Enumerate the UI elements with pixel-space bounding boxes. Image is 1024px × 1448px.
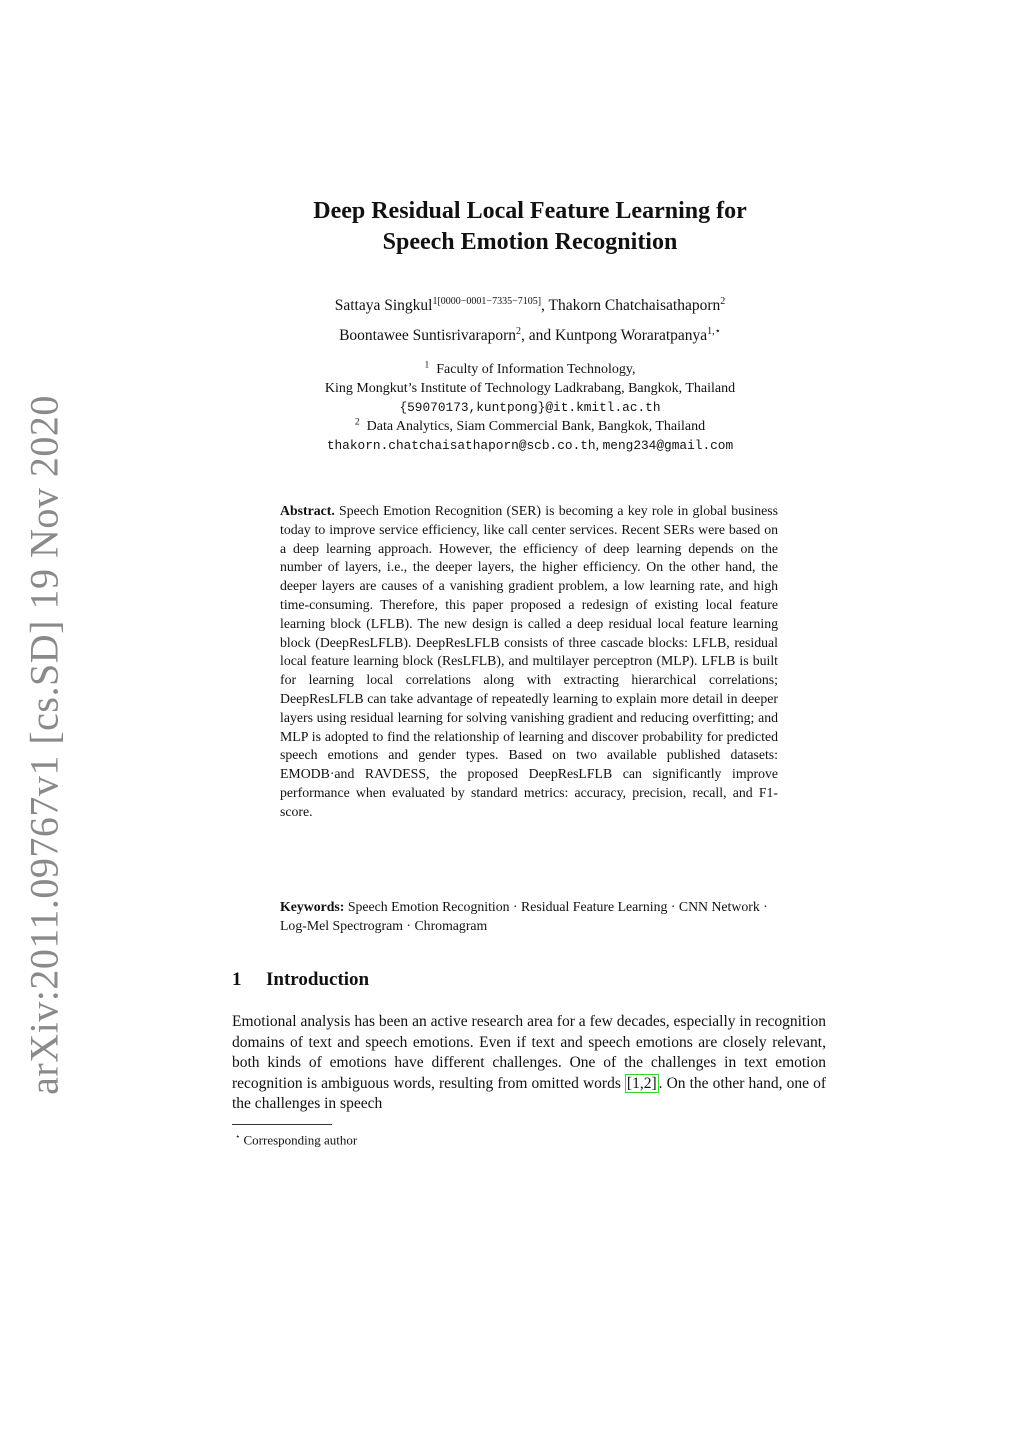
- email-link[interactable]: thakorn.chatchaisathaporn@scb.co.th: [326, 438, 596, 453]
- affiliation-1-line-1: $^1$ Faculty of Information Technology,: [424, 360, 636, 377]
- paper-title: [230, 196, 830, 258]
- abstract-text: Speech Emotion Recognition (SER) is becoming a key role in global business today to improve service efficiency, like call center services. Recent SERs were based on a deep learning approach. However, the efficiency of deep learning depends on the number of layers, i.e., the deeper layers, the higher efficiency. On the other hand, the deeper layers are causes of a vanishing gradient problem, a low learning rate, and high time-consuming. Therefore, this paper proposed a redesign of existing local feature learning block (LFLB). The new design is called a deep residual local feature learning block (DeepResLFLB). DeepResLFLB consists of three cascade blocks: LFLB, residual local feature learning block (ResLFLB), and multilayer perceptron (MLP). LFLB is built for learning local correlations along with extracting hierarchical correlations; DeepResLFLB can take advantage of repeatedly learning to explain more detail in deeper layers using residual learning for solving vanishing gradient and reducing overfitting; and MLP is adopted to find the relationship of learning and discover probability for predicted speech emotions and gender types. Based on two available published datasets: EMODB·and RAVDESS, the proposed DeepResLFLB can significantly improve performance when evaluated by standard metrics: accuracy, precision, recall, and F1-score.: [280, 503, 778, 819]
- footnote-mark: ⋆: [235, 1132, 241, 1141]
- affiliation-mark: 2: [354, 417, 360, 428]
- arxiv-stamp: arXiv:2011.09767v1 [cs.SD] 19 Nov 2020: [21, 395, 67, 1095]
- affiliation-1-email[interactable]: {59070173,kuntpong}@it.kmitl.ac.th: [399, 400, 661, 415]
- title-line-2: Speech Emotion Recognition: [382, 229, 678, 255]
- footnote-rule: [232, 1124, 332, 1125]
- citation-link[interactable]: [1,2]: [626, 1074, 657, 1092]
- affiliation-2-emails: thakorn.chatchaisathaporn@scb.co.th, meng234@gmail.com: [326, 438, 734, 453]
- abstract-label: Abstract.: [280, 503, 335, 518]
- intro-paragraph: Emotional analysis has been an active research area for a few decades, especially in recognition domains of text and speech emotions. Even if text and speech emotions are closely relevant, both kinds of emotions have different challenges. One of the challenges in text emotion recognition is ambiguous words, resulting from omitted words [1,2] . On the other hand, one of the challenges in speech: [232, 1013, 826, 1113]
- author-affil-mark: 1,⋆: [707, 325, 721, 337]
- footnote-text: Corresponding author: [243, 1132, 358, 1148]
- affiliations: [230, 360, 830, 455]
- title-line-1: Deep Residual Local Feature Learning for: [313, 198, 747, 224]
- abstract: [280, 502, 778, 822]
- author-name: , Thakorn Chatchaisathaporn: [541, 297, 721, 314]
- section-title: Introduction: [266, 969, 370, 990]
- author-name: , and Kuntpong Woraratpanya: [521, 327, 708, 344]
- affiliation-2-line-1: $^2$ Data Analytics, Siam Commercial Bank, Bangkok, Thailand: [354, 417, 706, 434]
- author-name: Boontawee Suntisrivaraporn: [339, 327, 516, 344]
- affiliation-1-line-2: King Mongkut’s Institute of Technology Ladkrabang, Bangkok, Thailand: [324, 381, 736, 396]
- author-line-2: [230, 321, 830, 351]
- author-name: Sattaya Singkul: [334, 297, 433, 314]
- keywords-text: Speech Emotion Recognition · Residual Feature Learning · CNN Network · Log-Mel Spectrogram · Chromagram: [280, 899, 768, 933]
- author-affil-mark: 1[0000−0001−7335−7105]: [432, 295, 542, 307]
- keywords-label: Keywords:: [280, 899, 345, 914]
- author-line-1: [230, 291, 830, 321]
- author-list: [230, 291, 830, 351]
- section-heading: [232, 969, 369, 991]
- email-link[interactable]: meng234@gmail.com: [602, 438, 734, 453]
- footnote: [232, 1128, 357, 1148]
- keywords: [280, 898, 778, 936]
- author-affil-mark: 2: [516, 325, 521, 337]
- affiliation-mark: 1: [424, 360, 430, 371]
- section-number: 1: [232, 969, 242, 990]
- author-affil-mark: 2: [720, 295, 726, 307]
